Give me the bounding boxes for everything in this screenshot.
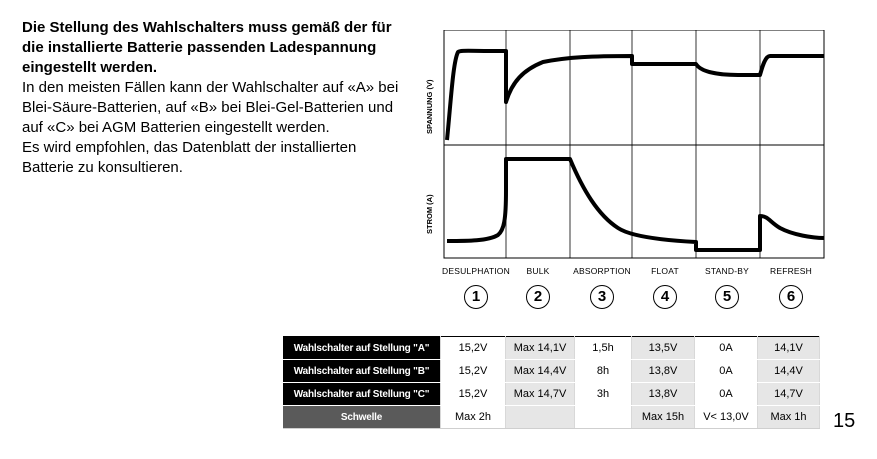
table-cell: 14,7V	[758, 383, 820, 406]
current-curve	[447, 159, 824, 250]
settings-table	[283, 336, 820, 429]
table-cell: Max 14,7V	[506, 383, 575, 406]
table-cell: 1,5h	[575, 337, 632, 360]
table-cell: 13,8V	[632, 360, 695, 383]
table-cell: 15,2V	[441, 337, 506, 360]
table-cell: 0A	[695, 360, 758, 383]
row-header: Wahlschalter auf Stellung "A"	[283, 337, 441, 360]
table-cell: Max 2h	[441, 406, 506, 429]
intro-text-block	[22, 18, 402, 178]
phase-label-5: STAND-BY	[705, 266, 749, 276]
phase-labels	[444, 266, 824, 284]
table-cell: 14,4V	[758, 360, 820, 383]
row-header: Schwelle	[283, 406, 441, 429]
table-cell	[575, 406, 632, 429]
table-cell: Max 15h	[632, 406, 695, 429]
table-row	[283, 406, 820, 429]
table-cell: 15,2V	[441, 383, 506, 406]
intro-paragraph-2: Es wird empfohlen, das Datenblatt der installierten Batterie zu konsultieren.	[22, 139, 357, 176]
intro-paragraph-1: In den meisten Fällen kann der Wahlschalter auf «A» bei Blei-Säure-Batterien, auf «B» bei Blei-Gel-Batterien und auf «C» bei AGM Batterien eingestellt werden.	[22, 79, 399, 136]
phase-number-1: 1	[464, 285, 488, 309]
table-cell: Max 14,1V	[506, 337, 575, 360]
voltage-axis-label: SPANNUNG (V)	[425, 79, 434, 134]
table-cell: Max 14,4V	[506, 360, 575, 383]
page-number: 15	[833, 410, 856, 432]
current-axis-label: STROM (A)	[425, 194, 434, 234]
phase-numbers	[444, 285, 824, 311]
table-cell: 8h	[575, 360, 632, 383]
charging-curve-chart	[418, 30, 828, 262]
table-cell: 0A	[695, 337, 758, 360]
table-cell: Max 1h	[758, 406, 820, 429]
phase-number-4: 4	[653, 285, 677, 309]
table-row	[283, 337, 820, 360]
table-cell: 14,1V	[758, 337, 820, 360]
table-cell: 3h	[575, 383, 632, 406]
row-header: Wahlschalter auf Stellung "C"	[283, 383, 441, 406]
table-row	[283, 383, 820, 406]
phase-number-6: 6	[779, 285, 803, 309]
phase-label-4: FLOAT	[651, 266, 679, 276]
phase-label-2: BULK	[526, 266, 550, 276]
phase-number-3: 3	[590, 285, 614, 309]
phase-number-5: 5	[715, 285, 739, 309]
phase-label-3: ABSORPTION	[573, 266, 631, 276]
intro-bold-text: Die Stellung des Wahlschalters muss gemäß der für die installierte Batterie passenden Ladespannung eingestellt werden.	[22, 19, 392, 76]
phase-number-2: 2	[526, 285, 550, 309]
table-cell: 13,8V	[632, 383, 695, 406]
table-cell: 15,2V	[441, 360, 506, 383]
voltage-curve	[447, 51, 824, 140]
table-cell: 0A	[695, 383, 758, 406]
table-cell: 13,5V	[632, 337, 695, 360]
phase-label-1: DESULPHATION	[442, 266, 510, 276]
row-header: Wahlschalter auf Stellung "B"	[283, 360, 441, 383]
phase-label-6: REFRESH	[769, 266, 813, 276]
table-cell	[506, 406, 575, 429]
table-cell: V< 13,0V	[695, 406, 758, 429]
table-row	[283, 360, 820, 383]
